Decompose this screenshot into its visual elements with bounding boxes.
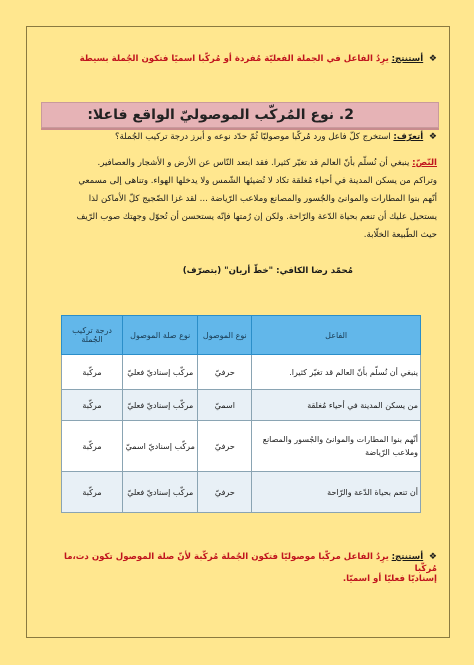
cell-sentence-degree: مركّبة — [62, 355, 123, 390]
cell-sentence-degree: مركّبة — [62, 390, 123, 421]
cell-clause-type: مركّب إسناديّ اسميّ — [123, 421, 198, 472]
header-relative-type: نوع الموصول — [198, 316, 252, 355]
task-label: أتعرّف: — [393, 132, 424, 142]
diamond-bullet-icon: ❖ — [428, 54, 437, 64]
final-conclusion-line1: يرِدُ الفاعل مركّبا موصوليّا فتكون الجُملة مُركّبة لأنّ صلة الموصول تكون دت،ما مُركّبا — [63, 552, 437, 574]
section-heading-box — [41, 102, 439, 128]
diamond-bullet-icon: ❖ — [428, 552, 437, 562]
header-clause-type: نوع صلة الموصول — [123, 316, 198, 355]
cell-subject: أن تنعم بحياة الدّعة والرّاحة — [252, 472, 421, 513]
cell-relative-type: حرفيّ — [198, 421, 252, 472]
cell-subject: أنّهم بنوا المطارات والموانئ والجُسور والمصانع وملاعب الرّياضة — [252, 421, 421, 472]
passage-line-4: يستحيل عليك أن تنعم بحياة الدّعة والرّاحة. ولكن إن رُمتها فإنّه يستحسن أن تُحوّل وجهتك صوب الرّيف — [76, 212, 437, 222]
passage-text: ينبغي أن نُسلّم بأنّ العالم قد تغيّر كثيرا. فقد ابتعد النّاس عن الأرض و الأشجار والعصافير. — [97, 158, 410, 168]
cell-subject: ينبغي أن نُسلّم بأنّ العالم قد تغيّر كثيرا. — [252, 355, 421, 390]
passage-line-1 — [39, 157, 437, 169]
cell-relative-type: حرفيّ — [198, 355, 252, 390]
passage-line-3: أنّهم بنوا المطارات والموانئ والجُسور والمصانع وملاعب الرّياضة ... لقد غزا الضّجيج كلّ الأماكن لذا — [88, 194, 437, 204]
passage-source: مُحمّد رضا الكافي: "خطّ أريان" (بتصرّف) — [182, 266, 353, 276]
intro-conclusion — [39, 53, 437, 65]
header-sentence-degree: درجة تركيب الجُملة — [62, 316, 123, 355]
passage-line-5: حيث الطّبيعة الخلّابة. — [363, 230, 437, 240]
intro-conclusion-label: أستنتج: — [391, 54, 424, 64]
cell-relative-type: اسميّ — [198, 390, 252, 421]
cell-subject: من يسكن المدينة في أحياء مُغلقة — [252, 390, 421, 421]
cell-clause-type: مركّب إسناديّ فعليّ — [123, 355, 198, 390]
document-page — [26, 26, 450, 638]
cell-sentence-degree: مركّبة — [62, 472, 123, 513]
header-subject: الفاعل — [252, 316, 421, 355]
table-row — [62, 472, 421, 513]
table-row — [62, 390, 421, 421]
table-header-row — [62, 316, 421, 355]
diamond-bullet-icon: ❖ — [428, 132, 437, 142]
cell-clause-type: مركّب إسناديّ فعليّ — [123, 472, 198, 513]
passage-line-2: وتراكم من يسكن المدينة في أحياء مُغلقة تكاد لا تُضيئها الشّمس ولا يدخلها الهواء. وتناهى إلى مسمعي — [78, 176, 437, 186]
final-conclusion — [39, 551, 437, 575]
cell-relative-type: حرفيّ — [198, 472, 252, 513]
section-title: 2. نوع المُركّب الموصوليّ الواقع فاعلا: — [87, 107, 354, 123]
table-row — [62, 355, 421, 390]
cell-clause-type: مركّب إسناديّ فعليّ — [123, 390, 198, 421]
task-text: استخرج كلّ فاعل ورد مُركّبا موصوليّا ثُمّ حدّد نوعه و أبرز درجة تركيب الجُملة؟ — [114, 132, 391, 142]
final-conclusion-label: أستنتج: — [391, 552, 424, 562]
answer-table — [61, 315, 421, 513]
passage-label: النّصّ: — [412, 158, 437, 168]
intro-conclusion-text: يرِدُ الفاعل في الجملة الفعليّة مُفردة أو مُركّبا اسميًا فتكون الجُملة بسيطة — [79, 54, 389, 64]
table-row — [62, 421, 421, 472]
task-instruction — [39, 131, 437, 143]
final-conclusion-line2: إسناديّا فعليّا أو اسميّا. — [342, 574, 437, 584]
cell-sentence-degree: مركّبة — [62, 421, 123, 472]
